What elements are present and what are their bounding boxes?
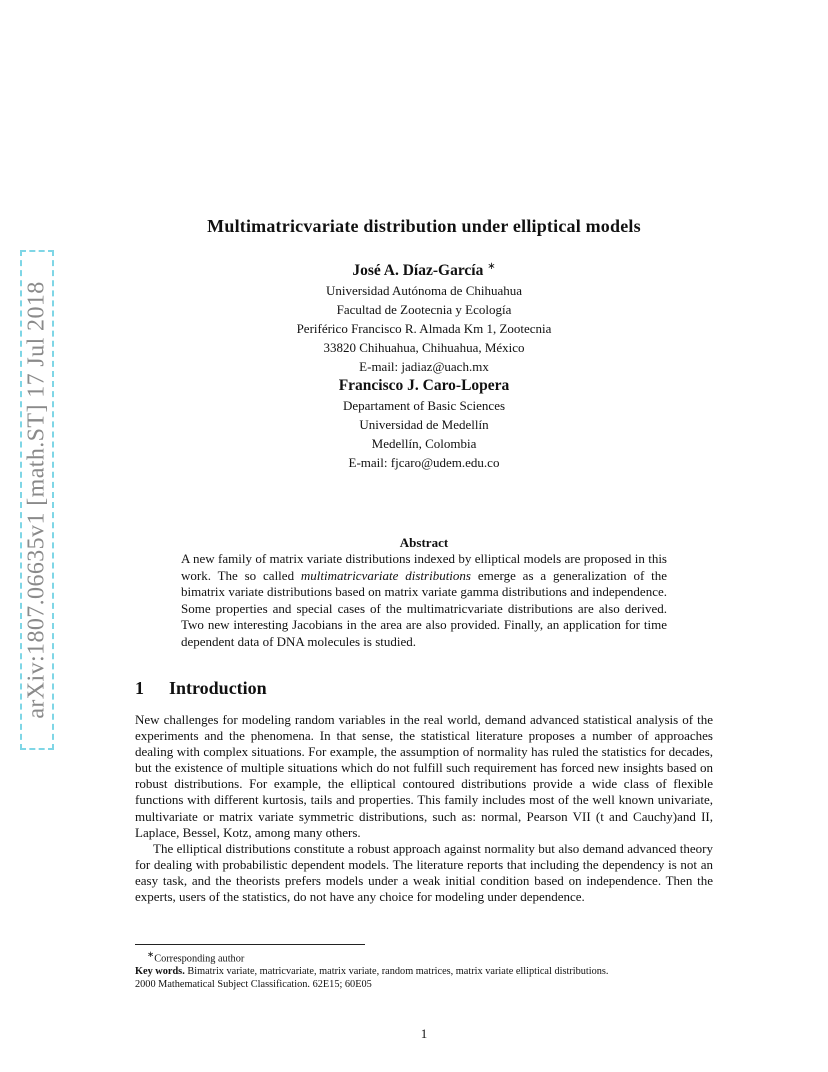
affiliation-line: Periférico Francisco R. Almada Km 1, Zootecnia (296, 321, 552, 337)
affiliation-line: Universidad de Medellín (359, 417, 489, 433)
author-name-2: Francisco J. Caro-Lopera (338, 377, 510, 395)
paragraph: The elliptical distributions constitute a robust approach against normality but also demand advanced theory for dealing with probabilistic dependent models. The literature reports that including the dependency is not an easy task, and the theorists prefers models under a weak initial condition based on independence. Then the experts, users of the statistics, do not have any choice for modeling under dependence. (135, 840, 713, 905)
author-email-2: E-mail: fjcaro@udem.edu.co (348, 455, 500, 471)
author-email-1: E-mail: jadiaz@uach.mx (359, 359, 489, 375)
section-number: 1 (135, 678, 144, 698)
abstract-text: A new family of matrix variate distributions indexed by elliptical models are proposed in this work. The so called multimatricvariate distributions emerge as a generalization of the bimatrix variate distributions based on matrix variate gamma distributions and independence. Some properties and special cases of the multimatricvariate distributions are also derived. Two new interesting Jacobians in the area are also provided. Finally, an application for time dependent data of DNA molecules is studied. (181, 551, 667, 649)
affiliation-line: Medellín, Colombia (371, 436, 477, 452)
affiliation-line: Universidad Autónoma de Chihuahua (325, 283, 523, 299)
footnote-corresponding: ∗Corresponding author (147, 949, 245, 965)
arxiv-identifier: arXiv:1807.06635v1 [math.ST] 17 Jul 2018 (23, 281, 50, 719)
footnote-rule (135, 944, 365, 945)
abstract-heading: Abstract (399, 535, 449, 550)
footnote-keywords: Key words. Bimatrix variate, matricvariate, matrix variate, random matrices, matrix variate elliptical distributions. (135, 966, 609, 978)
section-title: Introduction (169, 678, 267, 698)
affiliation-line: Facultad de Zootecnia y Ecología (336, 302, 512, 318)
author-name-1: José A. Díaz-García ∗ (352, 261, 496, 280)
abstract-emphasis: multimatricvariate distributions (300, 567, 471, 583)
paragraph: New challenges for modeling random variables in the real world, demand advanced statistical analysis of the experiments and the phenomena. In that sense, the statistical literature proposes a number of approaches dealing with complex situations. For example, the assumption of normality has ruled the statistics for decades, but the existence of multiple situations which do not fulfill such requirement has forced new insights based on robust distributions. For example, the elliptical contoured distributions provide a wide class of flexible functions with different kurtosis, tails and properties. This family includes most of the well known univariate, multivariate or matrix variate symmetric distributions, such as: normal, Pearson VII (t and Cauchy)and II, Laplace, Bessel, Kotz, among many others. (135, 712, 713, 840)
arxiv-sidebar-stamp (20, 250, 54, 750)
affiliation-line: 33820 Chihuahua, Chihuahua, México (323, 340, 525, 356)
introduction-body (135, 712, 713, 905)
footnote-msc: 2000 Mathematical Subject Classification. 62E15; 60E05 (135, 979, 372, 991)
author-block (134, 257, 714, 472)
page-number: 1 (420, 1026, 428, 1041)
paper-title: Multimatricvariate distribution under elliptical models (207, 216, 641, 236)
section-heading (135, 678, 267, 699)
footnotes (135, 948, 715, 991)
corresponding-author-mark: ∗ (487, 261, 496, 272)
affiliation-line: Departament of Basic Sciences (342, 398, 506, 414)
